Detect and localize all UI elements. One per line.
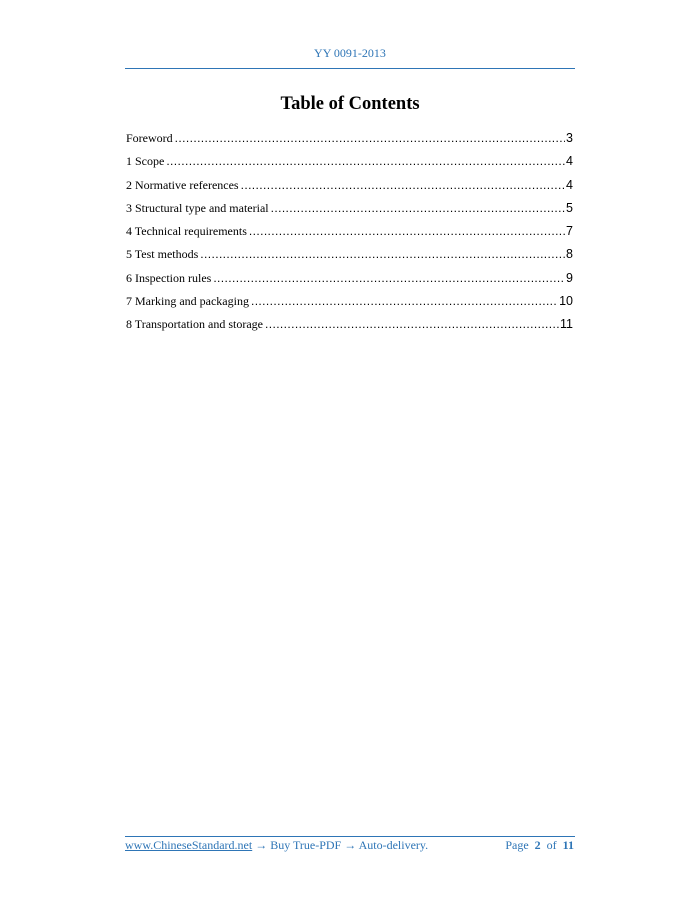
toc-entry-page: 5 [566, 200, 573, 215]
toc-dot-leader [251, 290, 558, 313]
footer-promo [125, 838, 428, 853]
header-divider [125, 68, 575, 69]
buy-pdf-text: Buy True-PDF [270, 838, 342, 852]
toc-entry-scope[interactable] [126, 150, 573, 173]
website-link[interactable]: www.ChineseStandard.net [125, 838, 253, 852]
toc-dot-leader [265, 313, 559, 336]
toc-dot-leader [175, 127, 565, 150]
arrow-right-icon: → [255, 838, 268, 852]
toc-entry-label: 4 Technical requirements [126, 224, 247, 239]
toc-entry-page: 10 [559, 294, 573, 309]
footer-divider [125, 836, 575, 837]
toc-entry-test-methods[interactable] [126, 243, 573, 266]
toc-entry-page: 3 [566, 131, 573, 145]
page-header-doc-id: YY 0091-2013 [314, 46, 386, 60]
toc-entry-label: 1 Scope [126, 154, 165, 169]
toc-entry-label: 3 Structural type and material [126, 200, 269, 215]
toc-entry-page: 4 [566, 154, 573, 169]
toc-entry-page: 11 [560, 317, 573, 332]
toc-entry-technical-requirements[interactable] [126, 220, 573, 243]
toc-entry-label: Foreword [126, 131, 173, 145]
toc-dot-leader [213, 267, 565, 290]
arrow-right-icon: → [344, 838, 357, 852]
toc-entry-page: 8 [566, 247, 573, 262]
toc-entry-label: 5 Test methods [126, 247, 199, 262]
toc-entry-structural-type[interactable] [126, 197, 573, 220]
toc-entry-page: 9 [566, 270, 573, 285]
page-word: Page [505, 838, 529, 852]
toc-entry-normative-references[interactable] [126, 174, 573, 197]
toc-entry-foreword[interactable] [126, 127, 573, 150]
toc-entry-marking-packaging[interactable] [126, 290, 573, 313]
toc-entry-transportation-storage[interactable] [126, 313, 573, 336]
auto-delivery-text: Auto-delivery. [358, 838, 429, 852]
toc-dot-leader [249, 220, 565, 243]
toc-entry-label: 8 Transportation and storage [126, 317, 263, 332]
toc-entry-label: 6 Inspection rules [126, 270, 212, 285]
page-counter [505, 838, 574, 853]
toc-entry-page: 7 [566, 224, 573, 239]
toc-entry-label: 2 Normative references [126, 177, 239, 192]
toc-dot-leader [271, 197, 565, 220]
toc-list [126, 127, 573, 337]
toc-entry-label: 7 Marking and packaging [126, 294, 249, 309]
total-pages-number: 11 [562, 838, 574, 852]
current-page-number: 2 [534, 838, 541, 852]
toc-dot-leader [241, 174, 565, 197]
toc-entry-page: 4 [566, 177, 573, 192]
toc-entry-inspection-rules[interactable] [126, 267, 573, 290]
toc-dot-leader [200, 243, 565, 266]
toc-dot-leader [166, 150, 565, 173]
toc-title: Table of Contents [280, 94, 420, 114]
of-word: of [546, 838, 557, 852]
